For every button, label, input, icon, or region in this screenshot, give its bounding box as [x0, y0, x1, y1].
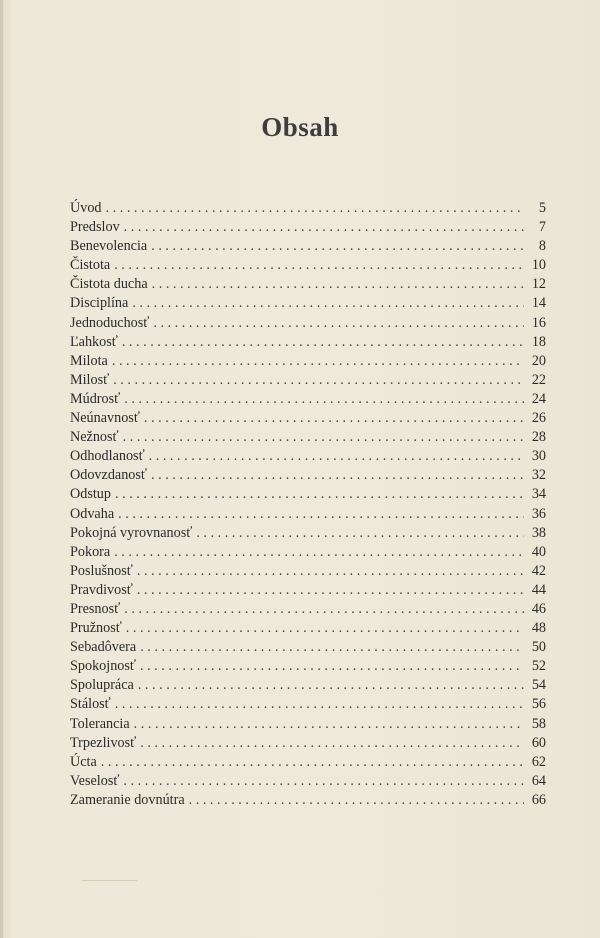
toc-entry: [70, 314, 546, 333]
dot-leader: [123, 772, 524, 791]
toc-entry: [70, 371, 546, 390]
dot-leader: [140, 638, 524, 657]
toc-entry-page-number: 50: [531, 639, 546, 656]
dot-leader: [153, 314, 524, 333]
toc-entry-page-number: 46: [531, 600, 546, 617]
toc-entry-label: Zameranie dovnútra: [70, 791, 185, 808]
toc-entry: [70, 619, 546, 638]
toc-entry: [70, 485, 546, 504]
page-title: Obsah: [261, 112, 339, 142]
dot-leader: [118, 505, 524, 524]
toc-entry: [70, 734, 546, 753]
toc-entry-page-number: 40: [531, 543, 546, 560]
toc-entry-label: Pružnosť: [70, 620, 122, 637]
footer-divider: [82, 880, 137, 881]
toc-entry-page-number: 36: [531, 505, 546, 522]
toc-entry-label: Trpezlivosť: [70, 734, 137, 751]
toc-entry: [70, 428, 546, 447]
toc-entry: [70, 562, 546, 581]
toc-entry-label: Odovzdanosť: [70, 467, 147, 484]
toc-entry: [70, 275, 546, 294]
toc-entry: [70, 676, 546, 695]
toc-entry-page-number: 7: [538, 219, 546, 236]
toc-entry-page-number: 66: [531, 791, 546, 808]
toc-entry-label: Pravdivosť: [70, 581, 133, 598]
toc-entry-page-number: 48: [531, 620, 546, 637]
toc-entry-label: Poslušnosť: [70, 562, 133, 579]
dot-leader: [149, 447, 524, 466]
dot-leader: [144, 409, 524, 428]
toc-entry-label: Predslov: [70, 219, 120, 236]
toc-entry-page-number: 44: [531, 581, 546, 598]
toc-entry-page-number: 38: [531, 524, 546, 541]
toc-entry-page-number: 54: [531, 677, 546, 694]
toc-entry-page-number: 12: [531, 276, 546, 293]
dot-leader: [140, 657, 524, 676]
toc-entry: [70, 199, 546, 218]
dot-leader: [151, 466, 524, 485]
toc-entry-label: Presnosť: [70, 600, 121, 617]
toc-entry: [70, 218, 546, 237]
toc-entry-page-number: 22: [531, 371, 546, 388]
toc-entry-page-number: 8: [538, 238, 546, 255]
toc-entry: [70, 237, 546, 256]
dot-leader: [151, 237, 524, 256]
dot-leader: [124, 218, 524, 237]
toc-entry-page-number: 30: [531, 448, 546, 465]
toc-entry-label: Odvaha: [70, 505, 115, 522]
dot-leader: [126, 619, 524, 638]
toc-entry-label: Úvod: [70, 200, 102, 216]
toc-entry-page-number: 60: [531, 734, 546, 751]
toc-entry: [70, 447, 546, 466]
toc-entry: [70, 638, 546, 657]
toc-entry-page-number: 62: [531, 753, 546, 770]
toc-entry: [70, 695, 546, 714]
toc-entry-page-number: 10: [531, 257, 546, 274]
toc-entry: [70, 409, 546, 428]
toc-entry: [70, 256, 546, 275]
dot-leader: [106, 199, 524, 218]
toc-entry-page-number: 28: [531, 429, 546, 446]
toc-entry-label: Odhodlanosť: [70, 448, 145, 465]
dot-leader: [122, 333, 524, 352]
dot-leader: [114, 256, 524, 275]
dot-leader: [101, 753, 524, 772]
toc-entry: [70, 657, 546, 676]
toc-entry-label: Ľahkosť: [70, 333, 118, 350]
dot-leader: [112, 352, 524, 371]
toc-entry-label: Odstup: [70, 486, 111, 503]
toc-entry-label: Neúnavnosť: [70, 410, 140, 427]
dot-leader: [124, 600, 524, 619]
toc-entry: [70, 543, 546, 562]
toc-entry-label: Pokora: [70, 543, 111, 560]
toc-entry: [70, 333, 546, 352]
dot-leader: [137, 562, 524, 581]
dot-leader: [114, 543, 524, 562]
toc-entry-label: Milosť: [70, 371, 110, 388]
toc-entry-label: Spokojnosť: [70, 658, 136, 675]
toc-entry: [70, 524, 546, 543]
toc-entry-label: Čistota ducha: [70, 276, 148, 293]
toc-entry: [70, 600, 546, 619]
toc-entry-label: Čistota: [70, 257, 111, 274]
toc-entry-page-number: 5: [538, 200, 546, 216]
toc-entry: [70, 772, 546, 791]
dot-leader: [115, 485, 524, 504]
toc-entry-page-number: 34: [531, 486, 546, 503]
toc-entry-page-number: 24: [531, 390, 546, 407]
dot-leader: [189, 791, 524, 810]
toc-entry-label: Jednoduchosť: [70, 314, 150, 331]
toc-entry-page-number: 64: [531, 772, 546, 789]
toc-entry: [70, 294, 546, 313]
toc-entry: [70, 466, 546, 485]
toc-entry: [70, 581, 546, 600]
toc-entry-page-number: 52: [531, 658, 546, 675]
toc-entry-label: Disciplína: [70, 295, 129, 312]
toc-entry-label: Pokojná vyrovnanosť: [70, 524, 193, 541]
toc-entry-label: Úcta: [70, 753, 97, 770]
toc-entry: [70, 715, 546, 734]
toc-entry-label: Benevolencia: [70, 238, 148, 255]
toc-entry: [70, 505, 546, 524]
dot-leader: [115, 695, 524, 714]
toc-entry-page-number: 42: [531, 562, 546, 579]
toc-entry-label: Múdrosť: [70, 390, 121, 407]
toc-entry-page-number: 56: [531, 696, 546, 713]
toc-entry-page-number: 32: [531, 467, 546, 484]
toc-entry-page-number: 18: [531, 333, 546, 350]
dot-leader: [123, 428, 524, 447]
dot-leader: [152, 275, 524, 294]
table-of-contents: [70, 199, 546, 810]
toc-entry-label: Stálosť: [70, 696, 111, 713]
toc-entry: [70, 352, 546, 371]
toc-entry-label: Spolupráca: [70, 677, 134, 694]
toc-entry-label: Nežnosť: [70, 429, 119, 446]
dot-leader: [196, 524, 524, 543]
toc-entry-label: Milota: [70, 352, 108, 369]
toc-entry-label: Veselosť: [70, 772, 120, 789]
toc-entry: [70, 791, 546, 810]
toc-entry-page-number: 26: [531, 410, 546, 427]
dot-leader: [124, 390, 524, 409]
dot-leader: [134, 715, 524, 734]
toc-entry-page-number: 20: [531, 352, 546, 369]
toc-entry: [70, 390, 546, 409]
toc-entry-page-number: 58: [531, 715, 546, 732]
dot-leader: [132, 294, 524, 313]
toc-entry-page-number: 14: [531, 295, 546, 312]
dot-leader: [140, 734, 524, 753]
toc-entry-label: Tolerancia: [70, 715, 130, 732]
toc-entry: [70, 753, 546, 772]
dot-leader: [137, 581, 524, 600]
dot-leader: [113, 371, 524, 390]
toc-entry-page-number: 16: [531, 314, 546, 331]
toc-entry-label: Sebadôvera: [70, 639, 137, 656]
dot-leader: [138, 676, 524, 695]
